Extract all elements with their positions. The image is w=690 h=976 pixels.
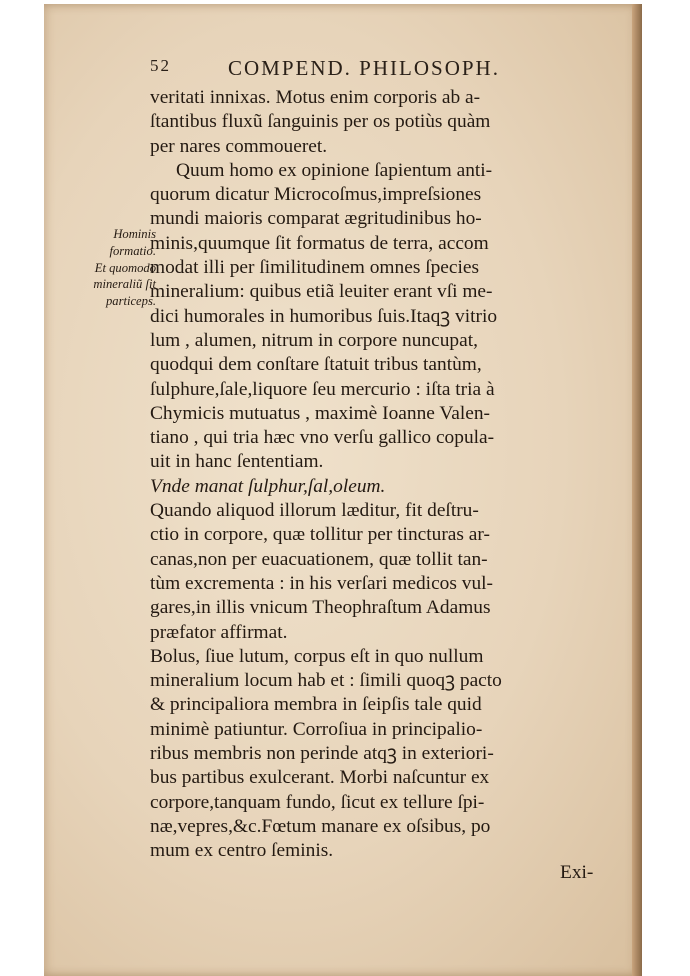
text-line: ctio in corpore, quæ tollitur per tincturas ar- [150, 524, 490, 546]
text-line: mum ex centro ſeminis. [150, 840, 334, 862]
text-line: veritati innixas. Motus enim corporis ab a- [150, 87, 481, 108]
text-line: tùm excrementa : in his verſari medicos vul- [150, 572, 494, 594]
catchword: Exi- [560, 862, 594, 883]
text-line: uit in hanc ſententiam. [150, 451, 324, 473]
text-line: gares,in illis vnicum Theophraſtum Adamus [150, 597, 491, 619]
text-line: lum , alumen, nitrum in corpore nuncupat, [150, 329, 478, 351]
margin-note-line: mineraliũ ſit [93, 277, 156, 292]
text-line: Chymicis mutuatus , maximè Ioanne Valen- [150, 402, 490, 424]
text-line: ribus membris non perinde atqꝫ in exteriori- [150, 743, 494, 765]
text-line: Quum homo ex opinione ſapientum anti- [176, 159, 493, 181]
text-line: ſtantibus fluxũ ſanguinis per os potiùs quàm [150, 111, 491, 133]
text-line: quodqui dem conſtare ſtatuit tribus tantùm, [150, 354, 482, 376]
margin-note-line: Et quomodo [94, 260, 156, 275]
margin-note-line: particeps. [105, 294, 156, 309]
text-line: Bolus, ſiue lutum, corpus eſt in quo nullum [150, 645, 484, 667]
text-line: Vnde manat ſulphur,ſal,oleum. [150, 475, 386, 497]
text-line: canas,non per euacuationem, quæ tollit tan- [150, 548, 488, 570]
text-line: mineralium locum hab et : ſimili quoqꝫ pacto [150, 670, 502, 692]
text-line: modat illi per ſimilitudinem omnes ſpecies [150, 257, 480, 279]
folio-number: 52 [150, 56, 171, 75]
text-line: tiano , qui tria hæc vno verſu gallico copula- [150, 427, 495, 449]
margin-note-line: Hominis [113, 227, 156, 241]
text-line: quorum dicatur Microcoſmus,impreſsiones [150, 184, 482, 206]
page-edge [632, 4, 642, 976]
text-line: mineralium: quibus etiã leuiter erant vſi me- [150, 281, 493, 303]
text-line: ſulphure,ſale,liquore ſeu mercurio : iſta tria à [150, 378, 495, 400]
margin-note [52, 226, 156, 310]
text-line: næ,vepres,&c.Fœtum manare ex oſsibus, po [150, 815, 491, 837]
text-line: præfator affirmat. [150, 621, 288, 643]
margin-note-line: formatio. [109, 243, 156, 258]
text-line: corpore,tanquam fundo, ſicut ex tellure ſpi- [150, 791, 485, 813]
body-text [150, 86, 610, 864]
text-line: bus partibus exulcerant. Morbi naſcuntur ex [150, 767, 490, 789]
text-line: Quando aliquod illorum læditur, fit deſtru- [150, 500, 479, 522]
running-title: COMPEND. PHILOSOPH. [228, 56, 500, 80]
text-line: minis,quumque ſit formatus de terra, accom [150, 232, 489, 254]
text-line: & principaliora membra in ſeipſis tale quid [150, 694, 482, 716]
text-line: per nares commoueret. [150, 135, 328, 157]
page-header [150, 56, 620, 84]
text-line: dici humorales in humoribus ſuis.Itaqꝫ vitrio [150, 305, 498, 327]
text-line: mundi maioris comparat ægritudinibus ho- [150, 208, 482, 230]
text-line: minimè patiuntur. Corroſiua in principalio- [150, 718, 483, 740]
